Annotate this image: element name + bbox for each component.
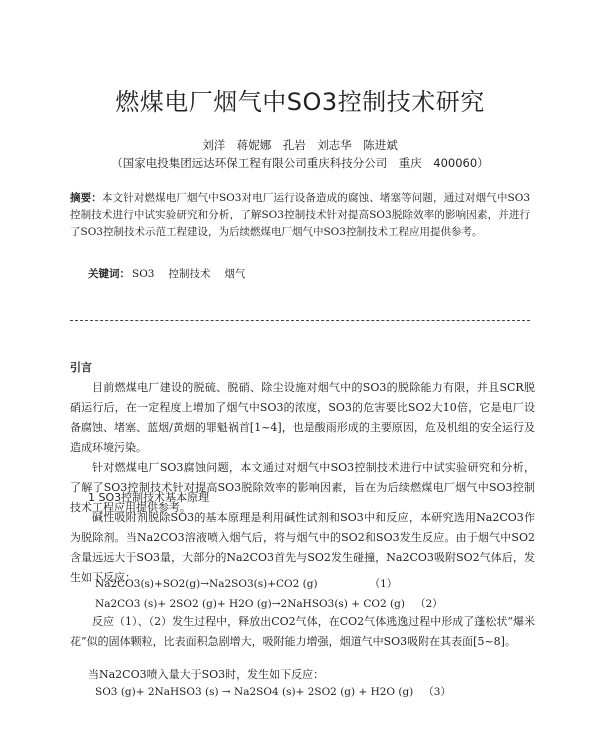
abstract-label: 摘要：: [70, 192, 102, 204]
paragraph: 目前燃煤电厂建设的脱硫、脱硝、除尘设施对烟气中的SO3的脱除能力有限，并且SCR脱硝运行后，在一定程度上增加了烟气中SO3的浓度，SO3的危害要比SO2大10倍，它是电厂设备腐蚀、堵塞、蓝烟/黄烟的罪魁祸首[1~4]，也是酸雨形成的主要原因，危及机组的安全运行及造成环境污染。: [70, 381, 535, 454]
equation-number: （2）: [414, 598, 443, 610]
section-heading-1: 1 SO3控制技术基本原理: [88, 491, 210, 504]
keywords-label: 关键词：: [88, 268, 130, 280]
paragraph: 当Na2CO3喷入量大于SO3时，发生如下反应：: [88, 668, 325, 681]
keyword: 烟气: [224, 268, 246, 280]
paragraph: 碱性吸附剂脱除SO3的基本原理是利用碱性试剂和SO3中和反应，本研究选用Na2CO3作为脱除剂。当Na2CO3溶液喷入烟气后，将与烟气中的SO2和SO3发生反应。由于烟气中SO2含量远远大于SO3量，大部分的Na2CO3首先与SO2发生碰撞，Na2CO3吸附SO2气体后，发生如下反应：: [70, 511, 535, 584]
keywords: [88, 266, 528, 281]
section-heading-intro: 引言: [70, 361, 92, 374]
section-divider: [70, 320, 530, 322]
equation-text: Na2CO3(s)+SO2(g)→Na2SO3(s)+CO2 (g): [95, 578, 318, 590]
equation-text: SO3 (g)+ 2NaHSO3 (s) → Na2SO4 (s)+ 2SO2 (g) + H2O (g): [95, 686, 414, 698]
equation-3: [95, 684, 451, 699]
equation-1: [95, 576, 397, 591]
abstract: [70, 190, 530, 241]
equation-number: （3）: [423, 686, 451, 698]
abstract-text: 本文针对燃煤电厂烟气中SO3对电厂运行设备造成的腐蚀、堵塞等问题，通过对烟气中SO3控制技术进行中试实验研究和分析，了解SO3控制技术针对提高SO3脱除效率的影响因素，并进行了SO3控制技术示范工程建设，为后续燃煤电厂烟气中SO3控制技术工程应用提供参考。: [70, 192, 530, 238]
equation-number: （1）: [369, 578, 398, 590]
paragraph: 针对燃煤电厂SO3腐蚀问题，本文通过对烟气中SO3控制技术进行中试实验研究和分析，了解了SO3控制技术针对提高SO3脱除效率的影响因素，旨在为后续燃煤电厂烟气中SO3控制技术工程应用提供参考。: [70, 461, 535, 514]
author-list: 刘洋 蒋妮娜 孔岩 刘志华 陈进斌: [202, 138, 398, 152]
affiliation: （国家电投集团远达环保工程有限公司重庆科技分公司 重庆 400060）: [111, 156, 489, 170]
paragraph: 反应（1）、（2）发生过程中，释放出CO2气体，在CO2气体逃逸过程中形成了蓬松状“爆米花”似的固体颗粒，比表面积急剧增大，吸附能力增强，烟道气中SO3吸附在其表面[5~8]。: [70, 615, 535, 648]
paper-title: 燃煤电厂烟气中SO3控制技术研究: [115, 88, 485, 116]
equation-text: Na2CO3 (s)+ 2SO2 (g)+ H2O (g)→2NaHSO3(s) + CO2 (g): [95, 598, 405, 610]
keyword: SO3: [132, 268, 155, 280]
equation-2: [95, 596, 443, 611]
keyword: 控制技术: [168, 268, 211, 280]
